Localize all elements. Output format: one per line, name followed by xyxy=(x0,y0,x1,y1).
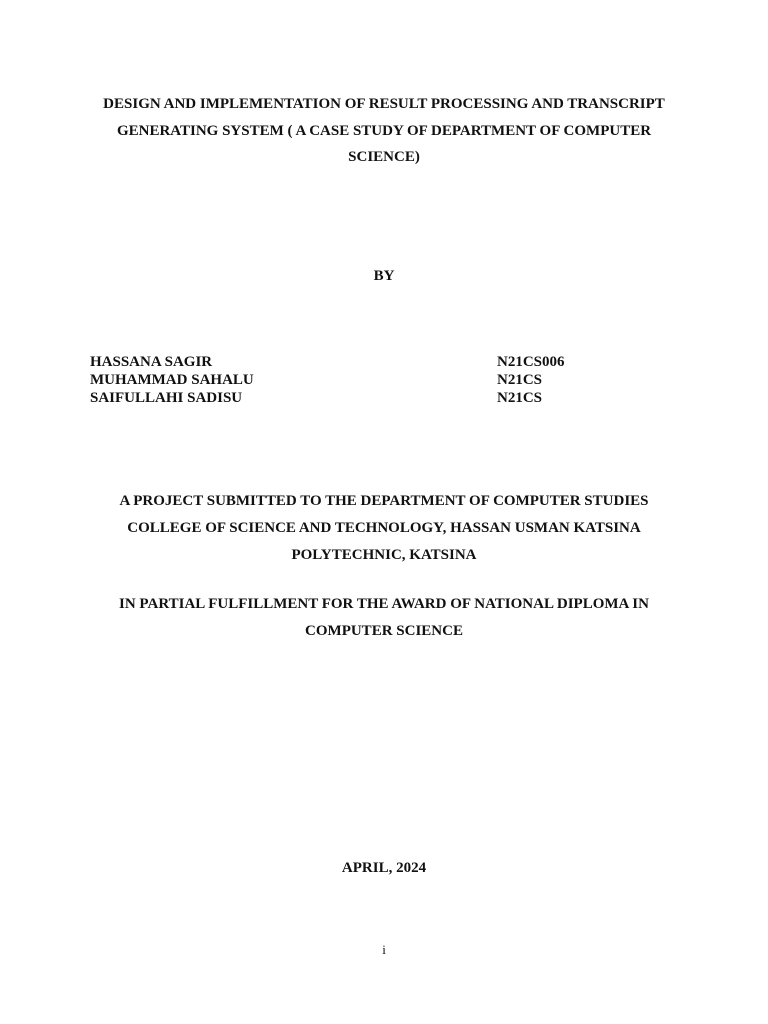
by-label: BY xyxy=(373,268,395,284)
author-name: MUHAMMAD SAHALU xyxy=(90,372,254,388)
submission-line: POLYTECHNIC, KATSINA xyxy=(291,547,477,563)
title-line: SCIENCE) xyxy=(348,149,420,165)
author-list xyxy=(90,353,650,407)
submission-line: COLLEGE OF SCIENCE AND TECHNOLOGY, HASSAN USMAN KATSINA xyxy=(127,520,641,536)
author-id: N21CS xyxy=(497,390,543,406)
author-row xyxy=(90,389,650,407)
fulfillment-line: COMPUTER SCIENCE xyxy=(305,623,463,639)
submission-date: APRIL, 2024 xyxy=(341,860,427,876)
author-row xyxy=(90,371,650,389)
fulfillment-line: IN PARTIAL FULFILLMENT FOR THE AWARD OF NATIONAL DIPLOMA IN xyxy=(119,596,649,612)
author-id: N21CS xyxy=(497,372,543,388)
title-line: GENERATING SYSTEM ( A CASE STUDY OF DEPARTMENT OF COMPUTER xyxy=(116,122,652,139)
submission-line: A PROJECT SUBMITTED TO THE DEPARTMENT OF COMPUTER STUDIES xyxy=(119,493,649,509)
author-id: N21CS006 xyxy=(497,354,565,370)
document-title xyxy=(84,91,684,171)
author-name: SAIFULLAHI SADISU xyxy=(90,390,243,406)
submission-statement xyxy=(0,488,768,569)
author-name: HASSANA SAGIR xyxy=(90,354,213,370)
fulfillment-statement xyxy=(0,591,768,645)
title-line: DESIGN AND IMPLEMENTATION OF RESULT PROCESSING AND TRANSCRIPT xyxy=(103,96,665,112)
page-number: i xyxy=(382,942,386,957)
author-row xyxy=(90,353,650,371)
